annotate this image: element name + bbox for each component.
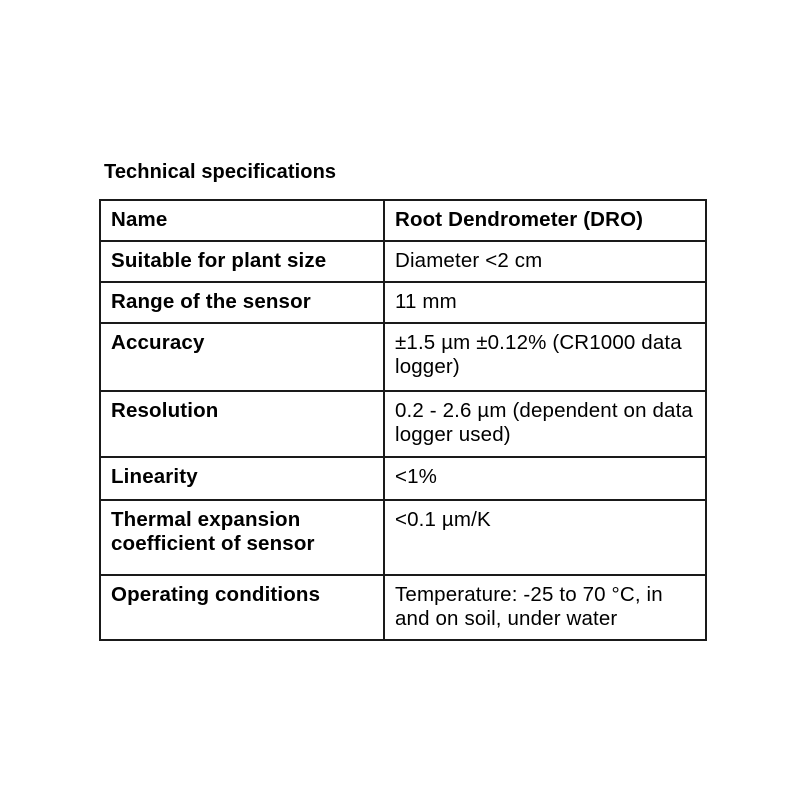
row-value-cell: ±1.5 µm ±0.12% (CR1000 data logger) <box>384 323 706 391</box>
row-value-cell: <0.1 µm/K <box>384 500 706 575</box>
row-value-cell: <1% <box>384 457 706 500</box>
row-label-cell: Operating conditions <box>100 575 384 640</box>
table-row <box>100 575 706 640</box>
table-row <box>100 241 706 282</box>
row-label-cell: Linearity <box>100 457 384 500</box>
table-row <box>100 391 706 457</box>
table-row <box>100 323 706 391</box>
row-label-cell: Suitable for plant size <box>100 241 384 282</box>
row-value-cell: 11 mm <box>384 282 706 323</box>
row-label-cell: Range of the sensor <box>100 282 384 323</box>
table-row <box>100 457 706 500</box>
section-title: Technical specifications <box>104 161 337 183</box>
header-value-cell: Root Dendrometer (DRO) <box>384 200 706 241</box>
row-label-cell: Thermal expansion coefficient of sensor <box>100 500 384 575</box>
row-label-cell: Accuracy <box>100 323 384 391</box>
table-header-row <box>100 200 706 241</box>
row-value-cell: Diameter <2 cm <box>384 241 706 282</box>
table-row <box>100 282 706 323</box>
header-label-cell: Name <box>100 200 384 241</box>
row-value-cell: 0.2 - 2.6 µm (dependent on data logger used) <box>384 391 706 457</box>
row-label-cell: Resolution <box>100 391 384 457</box>
spec-table <box>99 199 707 641</box>
row-value-cell: Temperature: -25 to 70 °C, in and on soil, under water <box>384 575 706 640</box>
table-row <box>100 500 706 575</box>
